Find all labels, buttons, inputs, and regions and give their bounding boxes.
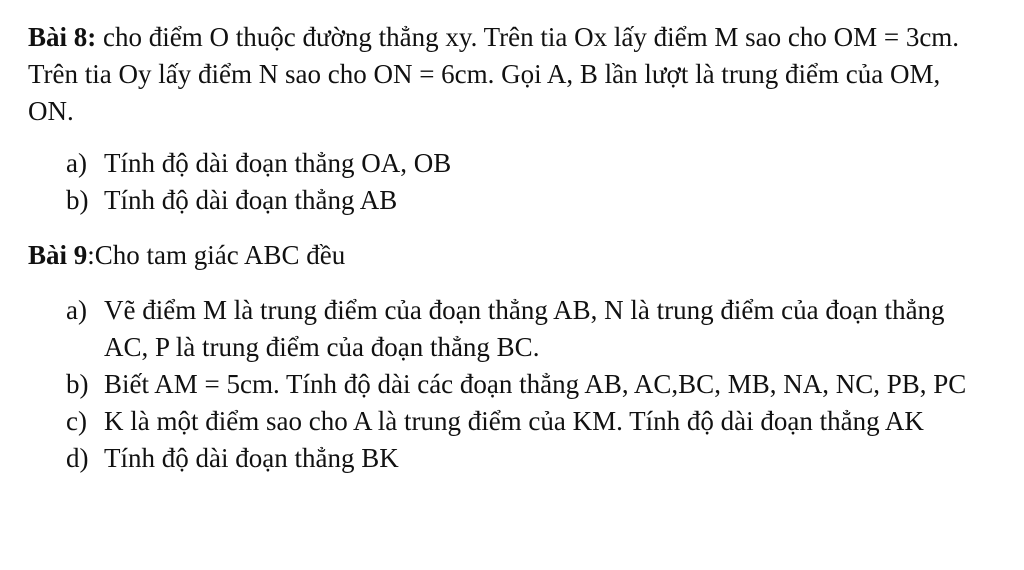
question-text: K là một điểm sao cho A là trung điểm của KM. Tính độ dài đoạn thẳng AK — [104, 406, 924, 436]
question-text: Tính độ dài đoạn thẳng OA, OB — [104, 148, 452, 178]
exercise-9-question-a — [66, 292, 986, 366]
exercise-8-question-a — [66, 145, 986, 182]
exercise-9-question-c — [66, 403, 986, 440]
exercise-9-text: :Cho tam giác ABC đều — [87, 240, 346, 270]
question-text: Tính độ dài đoạn thẳng AB — [104, 185, 398, 215]
exercise-8-text: cho điểm O thuộc đường thẳng xy. Trên tia Ox lấy điểm M sao cho OM = 3cm. Trên tia Oy lấy điểm N sao cho ON = 6cm. Gọi A, B lần lượt là trung điểm của OM, ON. — [28, 22, 960, 126]
question-marker: b) — [66, 185, 89, 215]
question-marker: b) — [66, 369, 89, 399]
question-text: Biết AM = 5cm. Tính độ dài các đoạn thẳng AB, AC,BC, MB, NA, NC, PB, PC — [104, 369, 967, 399]
exercise-8-question-b — [66, 182, 986, 219]
exercise-9-questions — [66, 292, 986, 477]
question-marker: d) — [66, 443, 89, 473]
exercise-9-statement — [28, 237, 978, 274]
exercise-9-question-d — [66, 440, 986, 477]
question-text: Vẽ điểm M là trung điểm của đoạn thẳng AB, N là trung điểm của đoạn thẳng AC, P là trung điểm của đoạn thẳng BC. — [104, 295, 945, 362]
question-marker: a) — [66, 148, 87, 178]
exercise-8-questions — [66, 145, 986, 219]
question-text: Tính độ dài đoạn thẳng BK — [104, 443, 399, 473]
question-marker: a) — [66, 295, 87, 325]
question-marker: c) — [66, 406, 87, 436]
exercise-8-label: Bài 8: — [28, 22, 97, 52]
exercise-9-question-b — [66, 366, 986, 403]
exercise-8-statement — [28, 19, 978, 130]
exercise-9-label: Bài 9 — [28, 240, 88, 270]
